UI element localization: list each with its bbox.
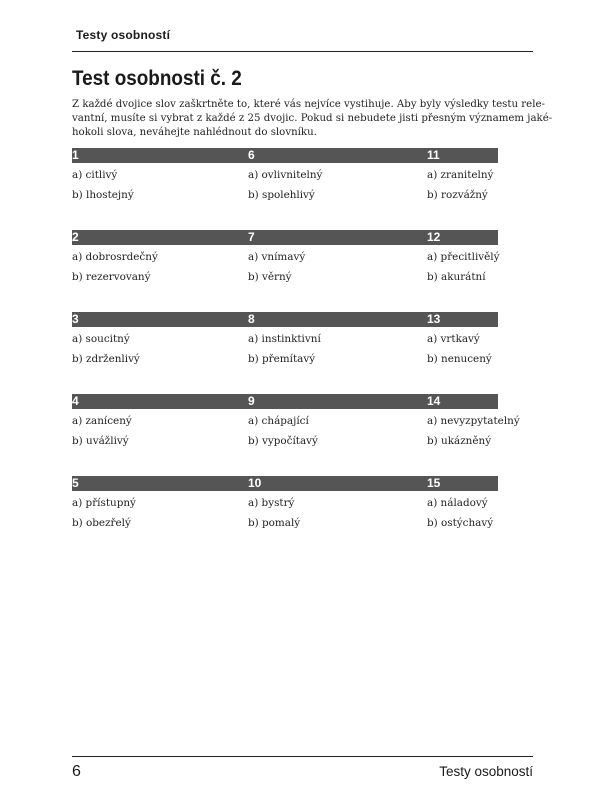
question-row-group	[72, 148, 498, 230]
footer-divider	[72, 756, 533, 757]
question-number-bar	[72, 312, 498, 327]
intro-paragraph	[72, 98, 553, 140]
answer-option-b[interactable]: b) spolehlivý	[248, 189, 315, 201]
answer-option-b[interactable]: b) rozvážný	[427, 189, 488, 201]
question-grid	[72, 148, 520, 558]
question-number: 5	[72, 476, 79, 490]
question-number: 8	[248, 312, 255, 326]
question-number: 15	[427, 476, 441, 490]
question-row-group	[72, 312, 498, 394]
answer-option-a[interactable]: a) nevyzpytatelný	[427, 415, 520, 427]
running-footer-title: Testy osobností	[439, 764, 533, 779]
question-number: 14	[427, 394, 441, 408]
question-number-bar	[72, 476, 498, 491]
answer-option-b[interactable]: b) akurátní	[427, 271, 486, 283]
intro-line: Z každé dvojice slov zaškrtněte to, které vás nejvíce vystihuje. Aby byly výsledky testu rele-	[72, 99, 545, 110]
answer-option-a[interactable]: a) vnímavý	[248, 251, 306, 263]
answer-option-b[interactable]: b) ostýchavý	[427, 517, 494, 529]
intro-line: vantní, musíte si vybrat z každé z 25 dvojic. Pokud si nebudete jisti přesným významem jaké-	[72, 113, 553, 124]
answer-option-a[interactable]: a) citlivý	[72, 169, 118, 181]
answer-option-b[interactable]: b) uvážlivý	[72, 435, 129, 447]
answer-option-b[interactable]: b) zdrženlivý	[72, 353, 140, 365]
question-number: 1	[72, 148, 79, 162]
answer-option-b[interactable]: b) rezervovaný	[72, 271, 151, 283]
question-number: 7	[248, 230, 255, 244]
question-number: 2	[72, 230, 79, 244]
answer-option-b[interactable]: b) věrný	[248, 271, 292, 283]
answer-option-b[interactable]: b) přemítavý	[248, 353, 316, 365]
answer-option-b[interactable]: b) vypočítavý	[248, 435, 318, 447]
answer-option-b[interactable]: b) obezřelý	[72, 517, 131, 529]
question-number: 12	[427, 230, 441, 244]
answer-option-a[interactable]: a) vrtkavý	[427, 333, 480, 345]
answer-option-a[interactable]: a) instinktivní	[248, 333, 321, 345]
answer-option-b[interactable]: b) nenucený	[427, 353, 492, 365]
answer-option-a[interactable]: a) dobrosrdečný	[72, 251, 158, 263]
question-row-group	[72, 394, 520, 476]
answer-option-a[interactable]: a) ovlivnitelný	[248, 169, 323, 181]
question-number-bar	[72, 230, 498, 245]
answer-option-a[interactable]: a) přecitlivělý	[427, 251, 500, 263]
page-title: Test osobnosti č. 2	[72, 67, 242, 90]
question-number: 4	[72, 394, 79, 408]
answer-option-a[interactable]: a) chápající	[248, 415, 309, 427]
question-number: 6	[248, 148, 255, 162]
question-number: 11	[427, 148, 440, 162]
answer-option-b[interactable]: b) ukázněný	[427, 435, 492, 447]
header-divider	[72, 51, 533, 52]
question-row-group	[72, 476, 498, 558]
answer-option-a[interactable]: a) zanícený	[72, 415, 132, 427]
question-number: 9	[248, 394, 255, 408]
question-number-bar	[72, 394, 498, 409]
page-number: 6	[72, 763, 81, 780]
answer-option-a[interactable]: a) zranitelný	[427, 169, 494, 181]
answer-option-a[interactable]: a) přístupný	[72, 497, 136, 509]
question-number: 10	[248, 476, 262, 490]
answer-option-b[interactable]: b) pomalý	[248, 517, 301, 529]
question-number-bar	[72, 148, 498, 163]
intro-line: hokoli slova, neváhejte nahlédnout do slovníku.	[72, 127, 317, 138]
question-number: 3	[72, 312, 79, 326]
question-number: 13	[427, 312, 441, 326]
answer-option-a[interactable]: a) bystrý	[248, 497, 295, 509]
running-header-title: Testy osobností	[76, 28, 171, 42]
answer-option-a[interactable]: a) náladový	[427, 497, 488, 509]
answer-option-a[interactable]: a) soucitný	[72, 333, 130, 345]
answer-option-b[interactable]: b) lhostejný	[72, 189, 134, 201]
question-row-group	[72, 230, 498, 312]
